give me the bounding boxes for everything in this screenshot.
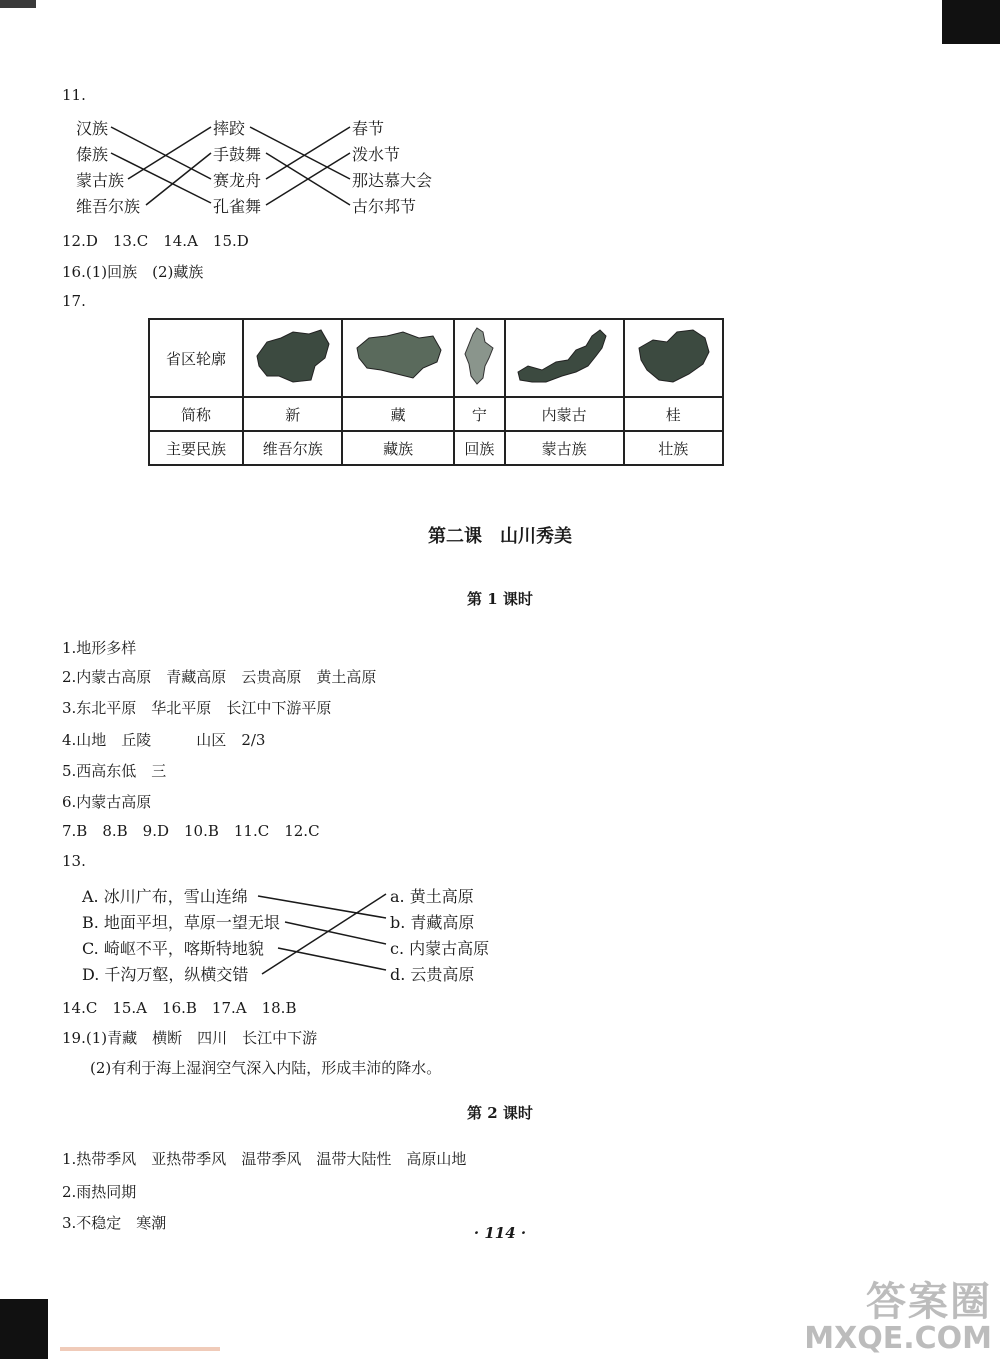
connector-line <box>250 127 350 179</box>
guangxi-map-icon <box>633 324 713 388</box>
header-abbr: 简称 <box>149 397 243 431</box>
q13-right-item: d. 云贵高原 <box>390 965 475 984</box>
q13-left-item: C. 崎岖不平，喀斯特地貌 <box>82 939 264 958</box>
p1-line: 1.地形多样 <box>62 639 137 657</box>
p2-line: 1.热带季风 亚热带季风 温带季风 温带大陆性 高原山地 <box>62 1150 467 1168</box>
period1-title: 第 1 课时 <box>467 590 533 608</box>
p1-after-line: 14.C 15.A 16.B 17.A 18.B <box>62 999 297 1017</box>
q11-col1-item: 汉族 <box>76 119 109 138</box>
table-cell: 藏族 <box>342 431 454 465</box>
q11-connector-lines <box>0 0 500 230</box>
q11-col3-item: 春节 <box>352 119 385 138</box>
table-cell: 内蒙古 <box>505 397 624 431</box>
scan-smudge <box>60 1347 220 1351</box>
connector-line <box>128 127 211 179</box>
p1-line: 13. <box>62 852 86 870</box>
table-cell: 桂 <box>624 397 723 431</box>
p1-line: 2.内蒙古高原 青藏高原 云贵高原 黄土高原 <box>62 668 377 686</box>
connector-line <box>262 894 386 974</box>
q11-col2-item: 孔雀舞 <box>213 197 262 216</box>
table-cell: 回族 <box>454 431 505 465</box>
table-row <box>149 319 723 397</box>
table-cell: 蒙古族 <box>505 431 624 465</box>
p1-after-line: 19.(1)青藏 横断 四川 长江中下游 <box>62 1029 318 1047</box>
p2-line: 2.雨热同期 <box>62 1183 137 1201</box>
p1-line: 6.内蒙古高原 <box>62 793 152 811</box>
header-ethnic: 主要民族 <box>149 431 243 465</box>
tibet-map-icon <box>353 328 443 384</box>
inner-mongolia-outline-cell <box>505 319 624 397</box>
q13-left-item: A. 冰川广布，雪山连绵 <box>82 887 248 906</box>
p1-line: 3.东北平原 华北平原 长江中下游平原 <box>62 699 332 717</box>
q11-col2-item: 赛龙舟 <box>213 171 262 190</box>
p1-line: 7.B 8.B 9.D 10.B 11.C 12.C <box>62 822 320 840</box>
ningxia-map-icon <box>459 324 499 388</box>
lesson-title: 第二课 山川秀美 <box>428 526 572 547</box>
table-cell: 维吾尔族 <box>243 431 342 465</box>
connector-line <box>266 127 350 179</box>
table-row <box>149 397 723 431</box>
q13-left-item: D. 千沟万壑，纵横交错 <box>82 965 249 984</box>
watermark-logo <box>804 1279 992 1356</box>
p1-line: 5.西高东低 三 <box>62 762 167 780</box>
table-cell: 宁 <box>454 397 505 431</box>
header-outline: 省区轮廓 <box>149 319 243 397</box>
ningxia-outline-cell <box>454 319 505 397</box>
scan-edge-bottom-left <box>0 1299 48 1359</box>
page-number: · 114 · <box>473 1224 527 1242</box>
table-cell: 新 <box>243 397 342 431</box>
q11-col1-item: 维吾尔族 <box>76 197 141 216</box>
p2-line: 3.不稳定 寒潮 <box>62 1214 167 1232</box>
connector-line <box>278 948 386 970</box>
guangxi-outline-cell <box>624 319 723 397</box>
q13-connector-lines <box>0 860 420 990</box>
table-row <box>149 431 723 465</box>
answer-16: 16.(1)回族 (2)藏族 <box>62 263 204 281</box>
watermark-top: 答案圈 <box>866 1279 992 1325</box>
q17-number: 17. <box>62 292 86 310</box>
q11-col1-item: 傣族 <box>76 145 109 164</box>
q11-col1-item: 蒙古族 <box>76 171 125 190</box>
tibet-outline-cell <box>342 319 454 397</box>
connector-line <box>111 153 211 203</box>
connector-line <box>285 922 386 944</box>
q13-left-item: B. 地面平坦，草原一望无垠 <box>82 913 280 932</box>
table-cell: 壮族 <box>624 431 723 465</box>
q11-col2-item: 摔跤 <box>213 119 246 138</box>
watermark-bottom: MXQE.COM <box>804 1321 992 1356</box>
q11-col2-item: 手鼓舞 <box>213 145 262 164</box>
q11-number: 11. <box>62 86 86 104</box>
province-table <box>148 318 724 466</box>
q13-right-item: c. 内蒙古高原 <box>390 939 490 958</box>
scan-edge-top-right <box>942 0 1000 44</box>
answers-12-15: 12.D 13.C 14.A 15.D <box>62 232 249 250</box>
inner-mongolia-map-icon <box>516 326 612 386</box>
q11-col3-item: 那达慕大会 <box>352 171 433 190</box>
q11-col3-item: 古尔邦节 <box>352 197 417 216</box>
table-cell: 藏 <box>342 397 454 431</box>
xinjiang-map-icon <box>253 326 333 386</box>
period2-title: 第 2 课时 <box>467 1104 533 1122</box>
q13-right-item: a. 黄土高原 <box>390 887 474 906</box>
connector-line <box>111 127 211 179</box>
q11-col3-item: 泼水节 <box>352 145 401 164</box>
p1-after-line: (2)有利于海上湿润空气深入内陆，形成丰沛的降水。 <box>90 1059 442 1077</box>
p1-line: 4.山地 丘陵 山区 2/3 <box>62 731 266 749</box>
xinjiang-outline-cell <box>243 319 342 397</box>
q13-right-item: b. 青藏高原 <box>390 913 475 932</box>
